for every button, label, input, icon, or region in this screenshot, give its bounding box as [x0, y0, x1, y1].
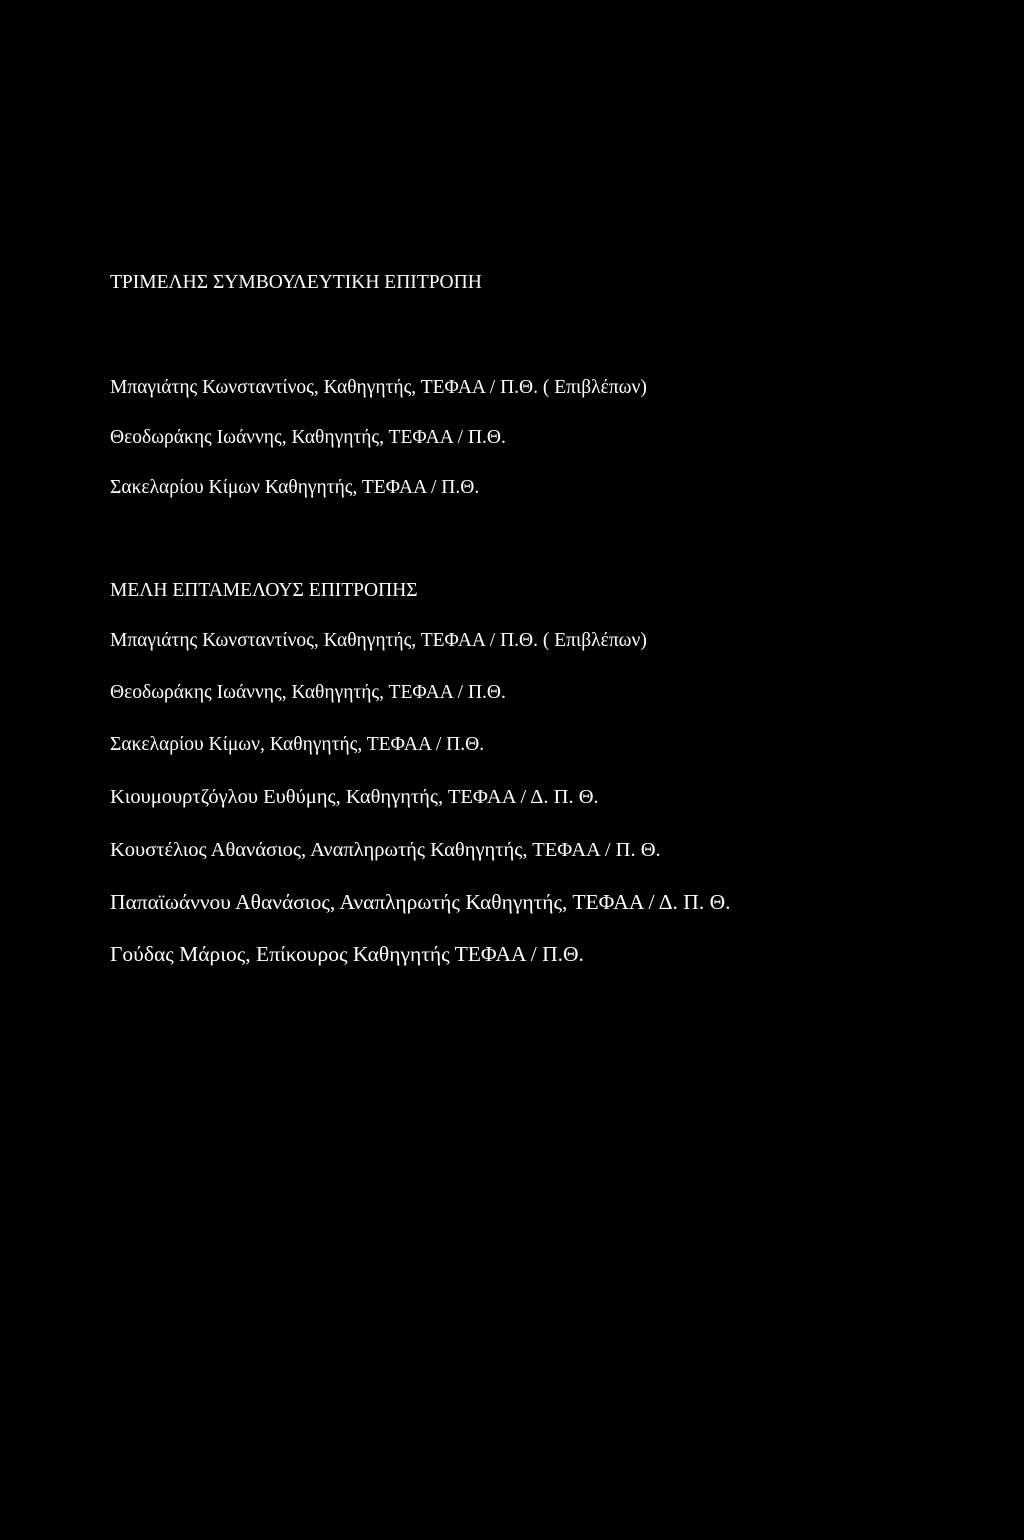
examination-member-3: Σακελαρίου Κίμων, Καθηγητής, ΤΕΦΑΑ / Π.Θ. [110, 734, 485, 755]
examination-member-2: Θεοδωράκης Ιωάννης, Καθηγητής, ΤΕΦΑΑ / Π.Θ. [110, 682, 506, 703]
advisory-committee-heading: ΤΡΙΜΕΛΗΣ ΣΥΜΒΟΥΛΕΥΤΙΚΗ ΕΠΙΤΡΟΠΗ [110, 272, 482, 293]
examination-member-6: Παπαϊωάννου Αθανάσιος, Αναπληρωτής Καθηγητής, ΤΕΦΑΑ / Δ. Π. Θ. [110, 890, 731, 914]
examination-committee-heading: ΜΕΛΗ ΕΠΤΑΜΕΛΟΥΣ ΕΠΙΤΡΟΠΗΣ [110, 580, 418, 601]
examination-member-4: Κιουμουρτζόγλου Ευθύμης, Καθηγητής, ΤΕΦΑΑ / Δ. Π. Θ. [110, 786, 599, 808]
advisory-member-1: Μπαγιάτης Κωνσταντίνος, Καθηγητής, ΤΕΦΑΑ / Π.Θ. ( Επιβλέπων) [110, 377, 647, 398]
advisory-member-2: Θεοδωράκης Ιωάννης, Καθηγητής, ΤΕΦΑΑ / Π.Θ. [110, 427, 506, 448]
examination-member-5: Κουστέλιος Αθανάσιος, Αναπληρωτής Καθηγητής, ΤΕΦΑΑ / Π. Θ. [110, 839, 661, 861]
advisory-member-3: Σακελαρίου Κίμων Καθηγητής, ΤΕΦΑΑ / Π.Θ. [110, 477, 480, 498]
examination-member-1: Μπαγιάτης Κωνσταντίνος, Καθηγητής, ΤΕΦΑΑ / Π.Θ. ( Επιβλέπων) [110, 630, 647, 651]
examination-member-7: Γούδας Μάριος, Επίκουρος Καθηγητής ΤΕΦΑΑ / Π.Θ. [110, 942, 584, 966]
